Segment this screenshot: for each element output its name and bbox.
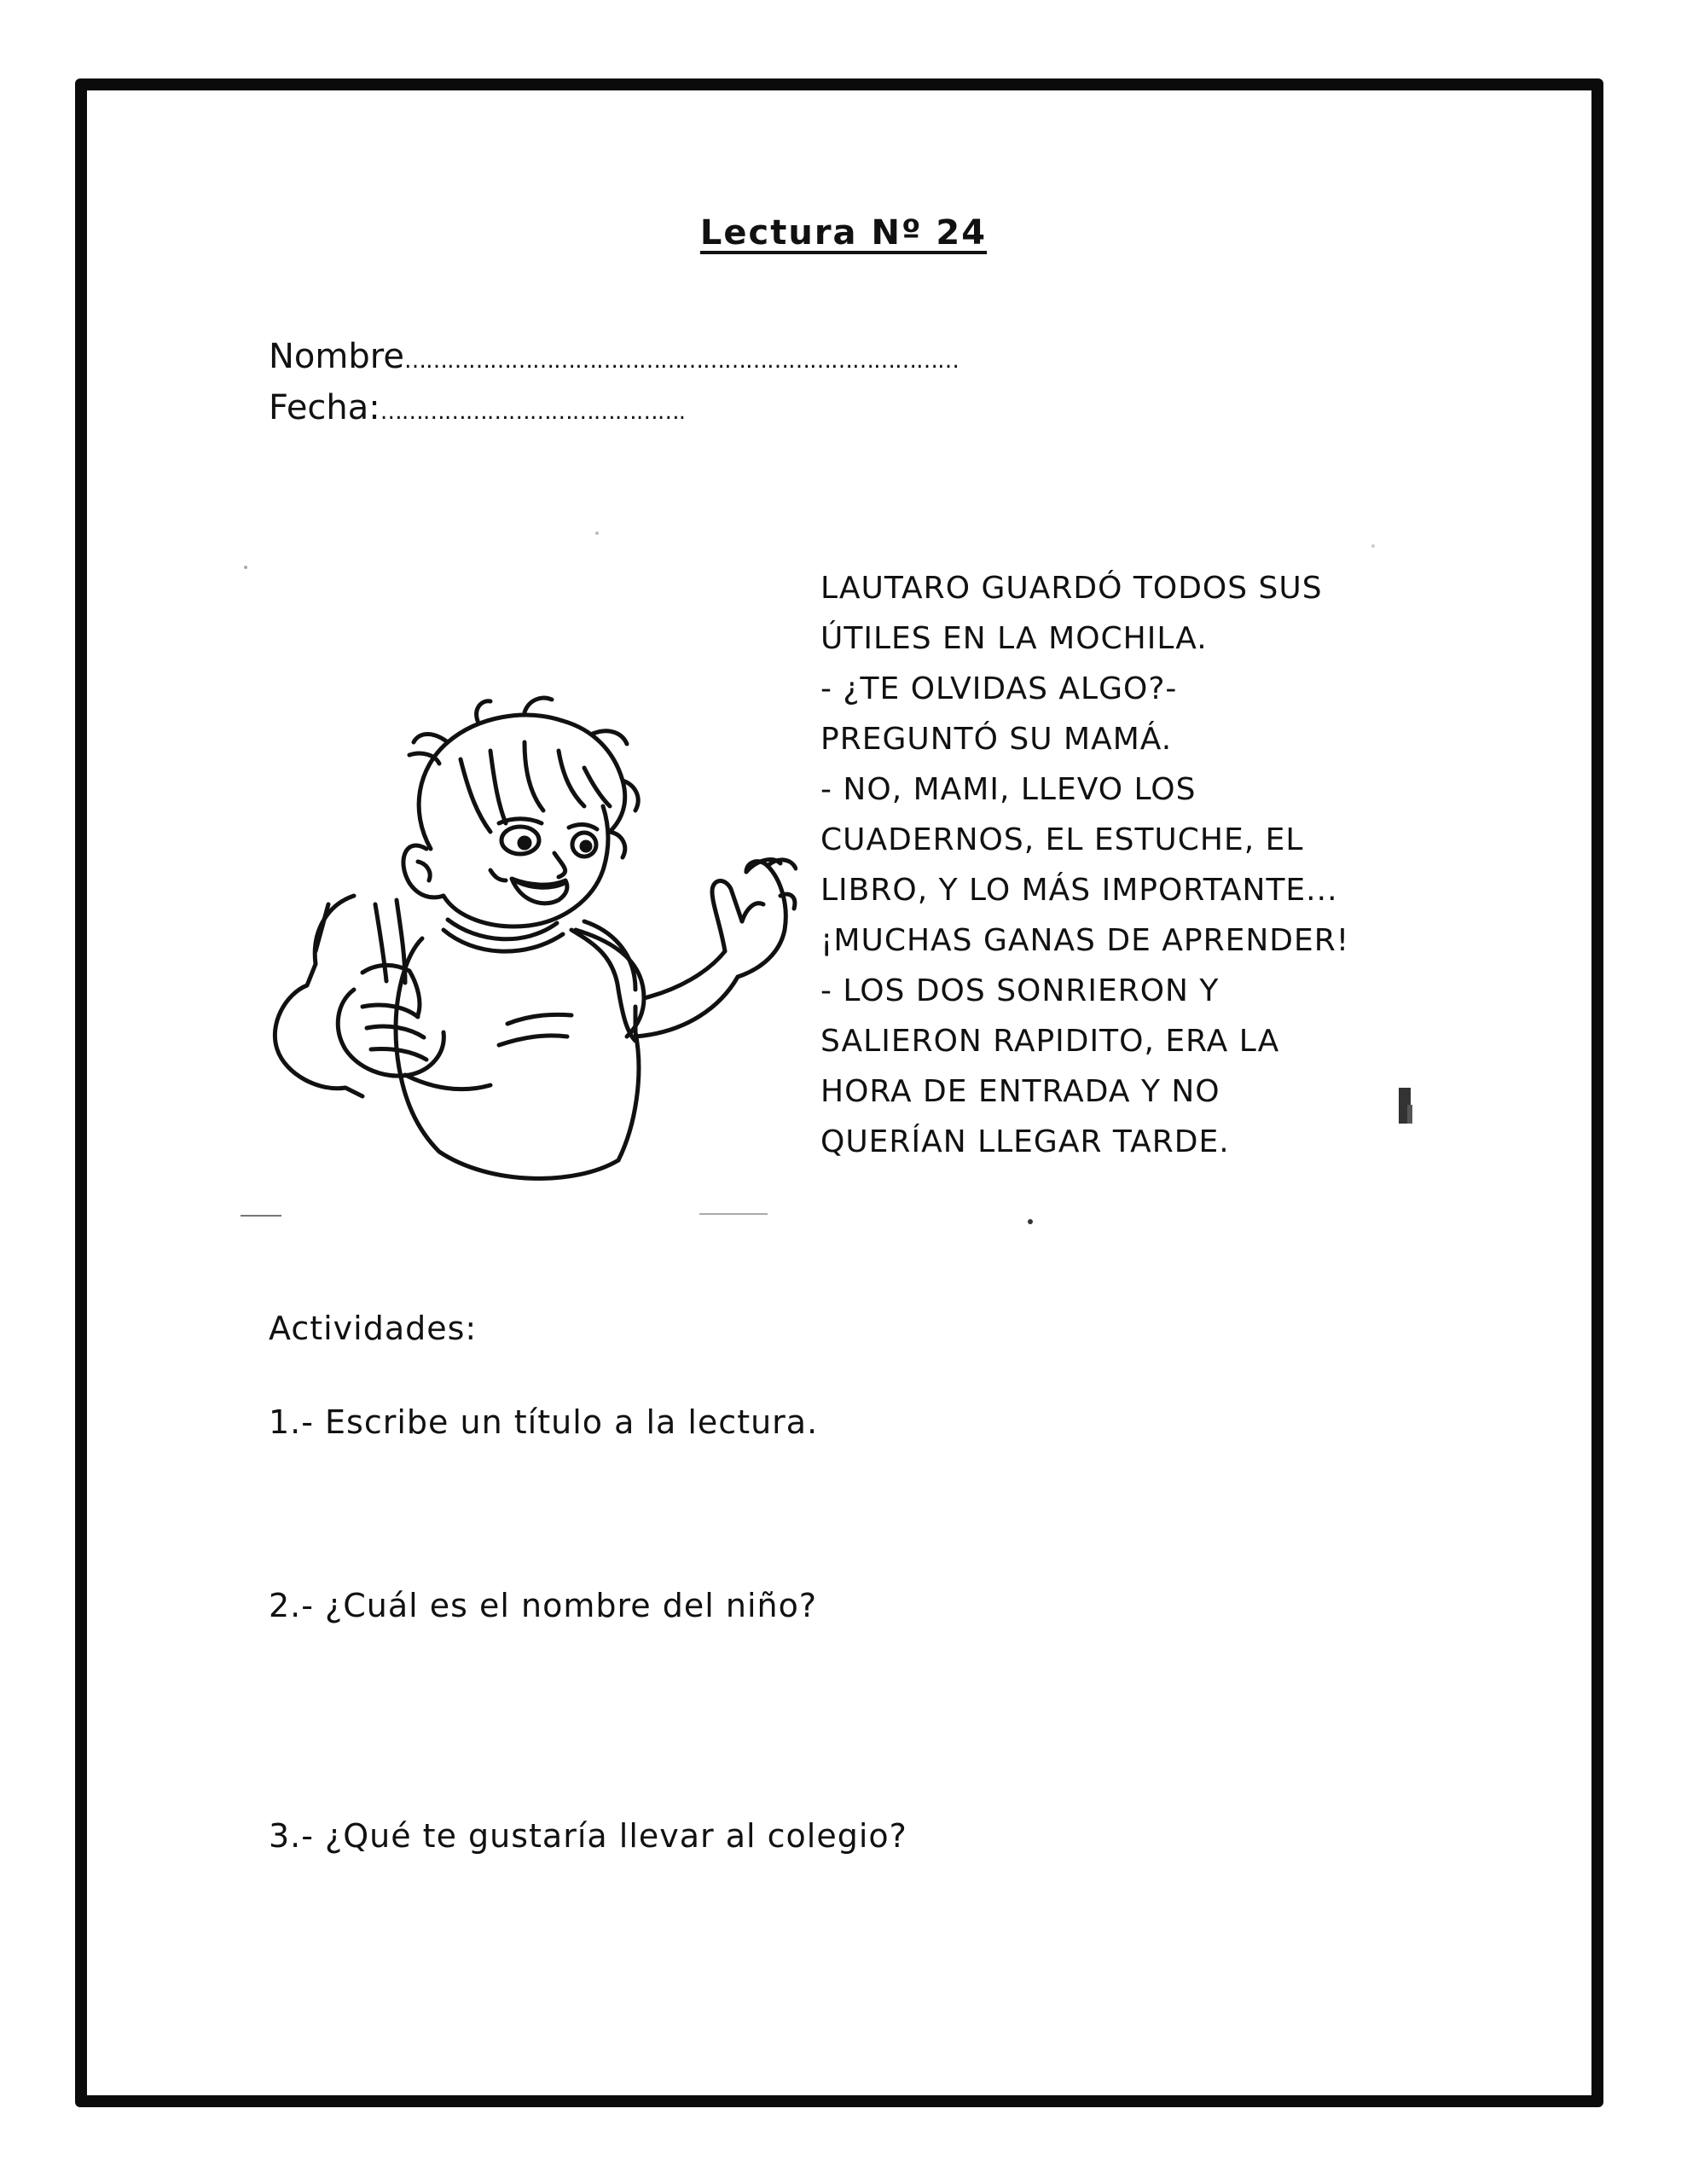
- question-2: 2.- ¿Cuál es el nombre del niño?: [269, 1587, 818, 1624]
- passage-line: LAUTARO GUARDÓ TODOS SUS: [820, 571, 1323, 606]
- date-label: Fecha:: [269, 388, 380, 427]
- worksheet-title: Lectura Nº 24: [699, 213, 988, 253]
- reading-passage: [820, 563, 1435, 1167]
- question-1: 1.- Escribe un título a la lectura.: [269, 1403, 819, 1441]
- activities-heading: Actividades:: [269, 1310, 478, 1347]
- date-field[interactable]: [269, 388, 685, 427]
- question-3: 3.- ¿Qué te gustaría llevar al colegio?: [269, 1817, 907, 1855]
- passage-line: - LOS DOS SONRIERON Y: [820, 973, 1220, 1008]
- passage-line: LIBRO, Y LO MÁS IMPORTANTE...: [820, 873, 1338, 908]
- date-blank-line[interactable]: …………………………………….: [380, 399, 686, 425]
- passage-line: SALIERON RAPIDITO, ERA LA: [820, 1024, 1280, 1059]
- passage-line: PREGUNTÓ SU MAMÁ.: [820, 722, 1173, 757]
- passage-line: - NO, MAMI, LLEVO LOS: [820, 772, 1197, 807]
- passage-line: QUERÍAN LLEGAR TARDE.: [820, 1124, 1230, 1159]
- passage-line: CUADERNOS, EL ESTUCHE, EL: [820, 822, 1304, 857]
- passage-line: - ¿TE OLVIDAS ALGO?-: [820, 671, 1178, 706]
- name-label: Nombre: [269, 337, 404, 376]
- name-blank-line[interactable]: ……………………………………………………………………: [403, 348, 959, 374]
- passage-line: ¡MUCHAS GANAS DE APRENDER!: [820, 923, 1350, 958]
- boy-with-backpack-waving-icon: [235, 648, 797, 1194]
- passage-line: HORA DE ENTRADA Y NO: [820, 1074, 1220, 1109]
- passage-line: ÚTILES EN LA MOCHILA.: [820, 621, 1208, 656]
- name-field[interactable]: [269, 337, 959, 376]
